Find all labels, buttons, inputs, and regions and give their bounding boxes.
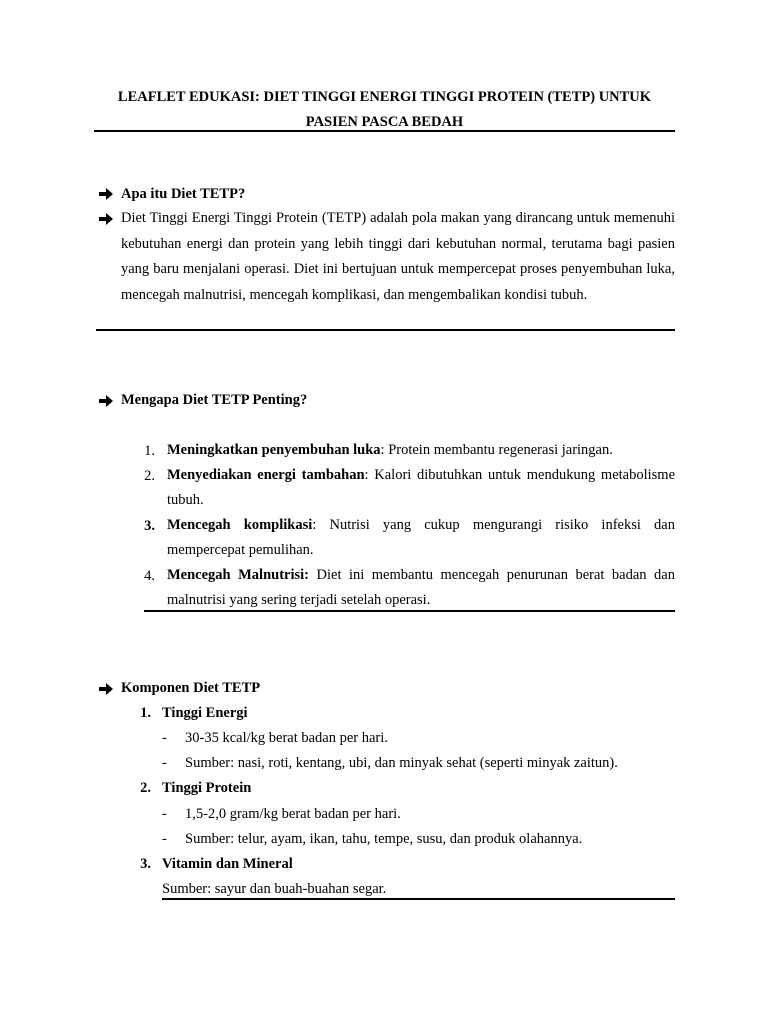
reason-desc: : Kalori dibutuhkan untuk mendukung metabolisme tubuh. <box>167 467 676 508</box>
component-detail: Sumber: telur, ayam, ikan, tahu, tempe, susu, dan produk olahannya. <box>185 831 583 847</box>
reason-item-4 <box>167 563 675 613</box>
reason-number: 3. <box>144 518 155 534</box>
reason-number: 2. <box>144 468 155 484</box>
reason-item-1 <box>167 438 675 463</box>
dash-bullet: - <box>162 755 167 771</box>
dash-bullet: - <box>162 806 167 822</box>
reason-desc: Diet ini membantu mencegah penurunan berat badan dan malnutrisi yang sering terjadi setelah operasi. <box>167 567 675 608</box>
reason-term: Mencegah Malnutrisi: <box>167 567 310 583</box>
arrow-bullet-icon <box>98 186 114 202</box>
component-number: 3. <box>140 856 151 872</box>
component-note: Sumber: sayur dan buah-buahan segar. <box>162 881 387 897</box>
reason-term: Menyediakan energi tambahan <box>167 467 365 483</box>
component-number: 2. <box>140 780 151 796</box>
component-title: Vitamin dan Mineral <box>162 856 293 872</box>
arrow-bullet-icon <box>98 211 114 227</box>
component-detail: 30-35 kcal/kg berat badan per hari. <box>185 730 388 746</box>
reason-item-2 <box>167 463 675 513</box>
dash-bullet: - <box>162 730 167 746</box>
title-line-1: LEAFLET EDUKASI: DIET TINGGI ENERGI TINGGI PROTEIN (TETP) UNTUK <box>117 89 652 105</box>
section1-underline <box>96 329 675 331</box>
reason-number: 4. <box>144 568 155 584</box>
component-number: 1. <box>140 705 151 721</box>
reason-item-3 <box>167 513 675 563</box>
document-title <box>94 85 675 135</box>
reason-desc: : Protein membantu regenerasi jaringan. <box>380 442 613 458</box>
component-title: Tinggi Protein <box>162 780 252 796</box>
section3-heading: Komponen Diet TETP <box>121 680 261 696</box>
arrow-bullet-icon <box>98 393 114 409</box>
arrow-bullet-icon <box>98 681 114 697</box>
component-detail: 1,5-2,0 gram/kg berat badan per hari. <box>185 806 401 822</box>
section2-underline <box>144 610 675 612</box>
title-underline <box>94 130 675 132</box>
reason-desc: : Nutrisi yang cukup mengurangi risiko infeksi dan mempercepat pemulihan. <box>167 517 675 558</box>
section2-heading: Mengapa Diet TETP Penting? <box>121 392 308 408</box>
title-line-2: PASIEN PASCA BEDAH <box>305 114 464 130</box>
reason-number: 1. <box>144 443 155 459</box>
reason-term: Mencegah komplikasi <box>167 517 313 533</box>
reason-term: Meningkatkan penyembuhan luka <box>167 442 381 458</box>
section3-underline <box>162 898 675 900</box>
section1-heading: Apa itu Diet TETP? <box>121 186 246 202</box>
section1-paragraph: Diet Tinggi Energi Tinggi Protein (TETP) adalah pola makan yang dirancang untuk memenuhi kebutuhan energi dan protein yang lebih tinggi dari kebutuhan normal, terutama bagi pasien yang baru menjalani operasi. Diet ini bertujuan untuk mempercepat proses penyembuhan luka, mencegah malnutrisi, mencegah komplikasi, dan mengembalikan kondisi tubuh. <box>121 210 675 303</box>
dash-bullet: - <box>162 831 167 847</box>
component-detail: Sumber: nasi, roti, kentang, ubi, dan minyak sehat (seperti minyak zaitun). <box>185 755 618 771</box>
component-title: Tinggi Energi <box>162 705 248 721</box>
